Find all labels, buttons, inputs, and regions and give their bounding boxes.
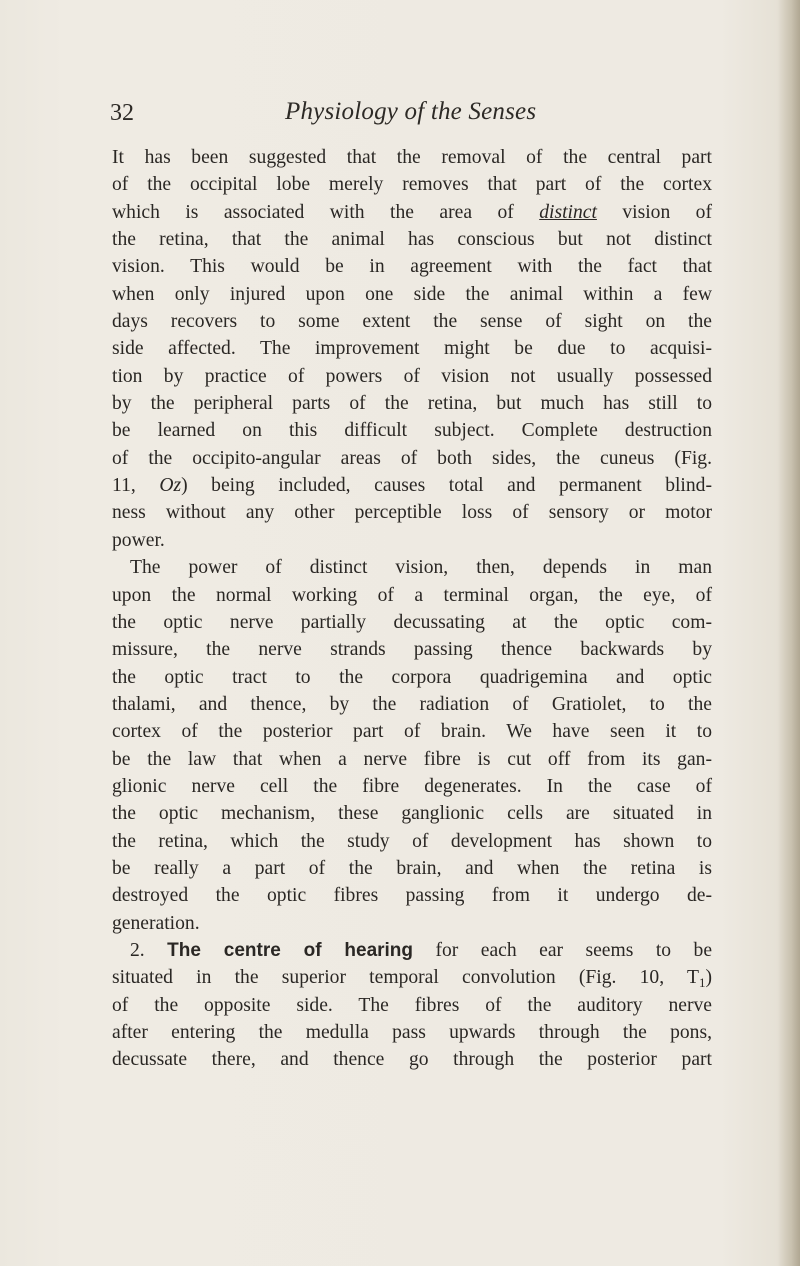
text-segment: be really a part of the brain, and when the retina is bbox=[112, 857, 712, 879]
text-line bbox=[112, 171, 712, 198]
text-line bbox=[112, 800, 712, 827]
text-line bbox=[112, 882, 712, 909]
text-line bbox=[112, 554, 712, 581]
text-segment: 1 bbox=[698, 975, 706, 991]
text-segment: the optic mechanism, these ganglionic cells are situated in bbox=[112, 803, 712, 825]
body-text bbox=[112, 144, 712, 1074]
text-line bbox=[112, 144, 712, 171]
text-segment: thalami, and thence, by the radiation of Gratiolet, to the bbox=[112, 693, 712, 715]
text-segment: power. bbox=[112, 529, 165, 551]
text-segment: days recovers to some extent the sense of sight on the bbox=[112, 311, 712, 333]
page-edge-shadow bbox=[778, 0, 800, 1266]
text-line bbox=[112, 992, 712, 1019]
text-line bbox=[112, 253, 712, 280]
running-title: Physiology of the Senses bbox=[285, 98, 537, 125]
text-line bbox=[112, 499, 712, 526]
text-line bbox=[112, 335, 712, 362]
text-segment: the retina, which the study of development has shown to bbox=[112, 830, 712, 852]
text-segment: generation. bbox=[112, 912, 200, 934]
text-line bbox=[112, 226, 712, 253]
text-segment: cortex of the posterior part of brain. We have seen it to bbox=[112, 721, 712, 743]
running-head bbox=[110, 100, 580, 134]
text-segment: Oz bbox=[159, 475, 182, 497]
text-segment: missure, the nerve strands passing thence backwards by bbox=[112, 639, 712, 661]
text-line bbox=[112, 910, 712, 937]
text-line bbox=[112, 390, 712, 417]
text-segment: decussate there, and thence go through the posterior part bbox=[112, 1049, 712, 1071]
text-line bbox=[112, 281, 712, 308]
text-segment: by the peripheral parts of the retina, but much has still to bbox=[112, 393, 712, 415]
text-segment: The power of distinct vision, then, depends in man bbox=[130, 557, 712, 579]
text-line bbox=[112, 828, 712, 855]
text-segment: glionic nerve cell the fibre degenerates. In the case of bbox=[112, 775, 712, 797]
text-segment: situated in the superior temporal convolution (Fig. 10, T bbox=[112, 967, 699, 989]
page-number: 32 bbox=[110, 100, 134, 126]
text-segment: 2. bbox=[130, 939, 168, 961]
text-line bbox=[112, 964, 712, 991]
text-line bbox=[112, 773, 712, 800]
text-line bbox=[112, 746, 712, 773]
text-line bbox=[112, 609, 712, 636]
text-segment: when only injured upon one side the animal within a few bbox=[112, 283, 712, 305]
text-segment: the optic nerve partially decussating at the optic com- bbox=[112, 611, 712, 633]
text-segment: which is associated with the area of bbox=[112, 201, 540, 223]
text-segment: vision. This would be in agreement with the fact that bbox=[112, 256, 712, 278]
text-segment: destroyed the optic fibres passing from it undergo de- bbox=[112, 885, 712, 907]
text-line bbox=[112, 199, 712, 226]
text-segment: vision of bbox=[596, 201, 712, 223]
text-line bbox=[112, 718, 712, 745]
text-segment: the retina, that the animal has conscious but not distinct bbox=[112, 229, 712, 251]
text-segment: 11, bbox=[112, 475, 160, 497]
text-line bbox=[112, 417, 712, 444]
text-line bbox=[112, 691, 712, 718]
text-segment: ) bbox=[705, 967, 712, 989]
text-segment: side affected. The improvement might be due to acquisi- bbox=[112, 338, 712, 360]
text-line bbox=[112, 636, 712, 663]
text-line bbox=[112, 582, 712, 609]
text-line bbox=[112, 527, 712, 554]
text-segment: after entering the medulla pass upwards through the pons, bbox=[112, 1022, 712, 1043]
text-line bbox=[112, 1046, 712, 1073]
text-segment: The centre of hearing bbox=[167, 939, 414, 961]
text-line bbox=[112, 363, 712, 390]
text-line bbox=[112, 445, 712, 472]
text-line bbox=[112, 937, 712, 964]
text-segment: ness without any other perceptible loss of sensory or motor bbox=[112, 502, 712, 524]
text-line bbox=[112, 664, 712, 691]
text-segment: of the occipital lobe merely removes that part of the cortex bbox=[112, 174, 712, 196]
text-line bbox=[112, 308, 712, 335]
text-segment: be learned on this difficult subject. Complete destruction bbox=[112, 420, 712, 442]
text-segment: upon the normal working of a terminal organ, the eye, of bbox=[112, 584, 712, 606]
text-segment: distinct bbox=[539, 201, 597, 223]
text-segment: be the law that when a nerve fibre is cut off from its gan- bbox=[112, 748, 712, 770]
text-segment: ) being included, causes total and permanent blind- bbox=[181, 475, 712, 497]
text-line bbox=[112, 472, 712, 499]
text-line bbox=[112, 1019, 712, 1046]
text-line bbox=[112, 855, 712, 882]
text-segment: of the occipito-angular areas of both sides, the cuneus (Fig. bbox=[112, 447, 712, 469]
text-segment: of the opposite side. The fibres of the auditory nerve bbox=[112, 994, 712, 1016]
text-segment: It has been suggested that the removal of the central part bbox=[112, 147, 712, 168]
text-segment: the optic tract to the corpora quadrigemina and optic bbox=[112, 666, 712, 688]
text-segment: tion by practice of powers of vision not usually possessed bbox=[112, 365, 712, 387]
text-segment: for each ear seems to be bbox=[413, 939, 713, 961]
